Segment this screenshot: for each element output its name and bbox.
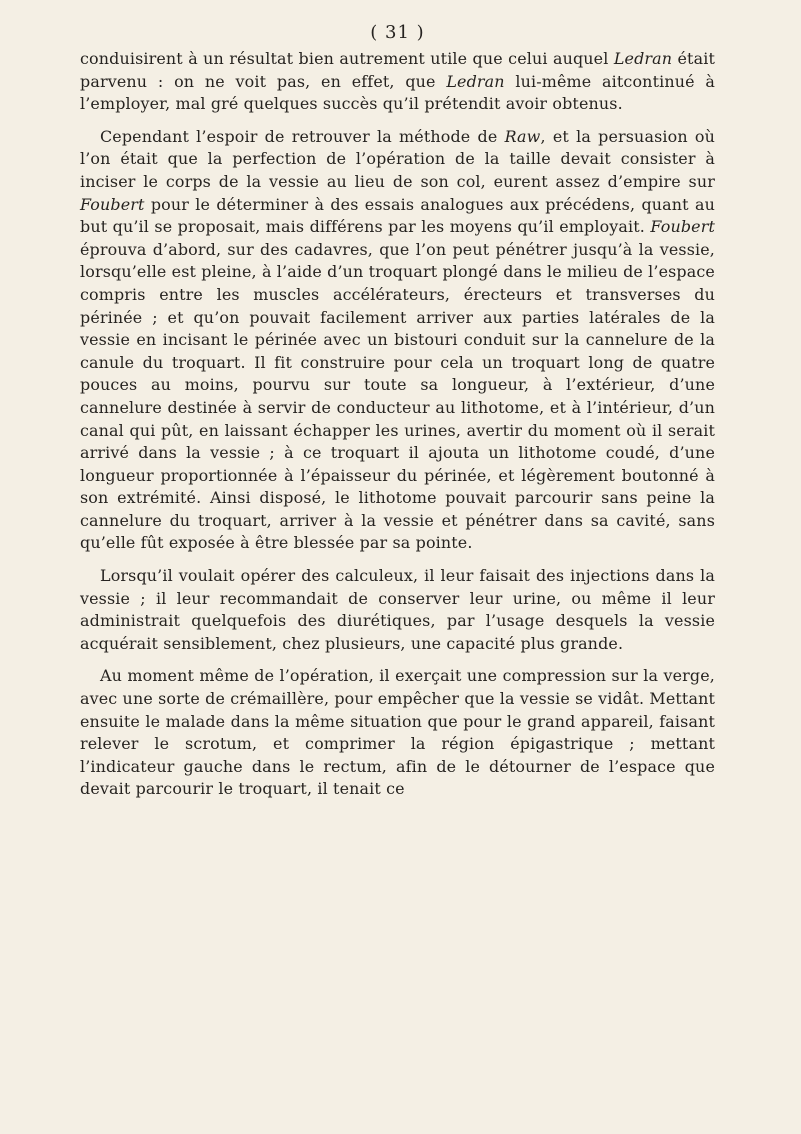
paragraph-text: Au moment même de l’opération, il exerçait une compression sur la verge, avec une sorte de crémaillère, pour empêcher que la vessie se vidât. Mettant ensuite le malade dans la même situation que pour le grand appareil, faisant relever le scrotum, et comprimer la région épigastrique ; mettant l’indicateur gauche dans le rectum, afin de le détourner de l’espace que devait parcourir le troquart, il tenait ce xyxy=(80,666,716,799)
surname-foubert: Foubert xyxy=(650,217,715,237)
paragraph-text: conduisirent à un résultat bien autrement utile que celui auquel xyxy=(80,49,614,68)
paragraph-text: Cependant l’espoir de retrouver la méthode de xyxy=(100,126,505,146)
paragraph-text: était parvenu : on ne voit pas, en effet, que xyxy=(80,49,715,91)
paragraph-text: lui-même aitcontinué à l’employer, mal gré quelques succès qu’il prétendit avoir obtenus. xyxy=(80,71,715,114)
paragraph xyxy=(80,48,715,116)
surname-ledran: Ledran xyxy=(613,49,673,68)
paragraph-text: , et la persuasion où l’on était que la perfection de l’opération de la taille devait consister à inciser le corps de la vessie au lieu de son col, eurent assez d’empire sur xyxy=(80,126,715,191)
paragraph-text: Lorsqu’il voulait opérer des calculeux, il leur faisait des injections dans la vessie ; il leur recommandait de conserver leur urine, ou même il leur administrait quelquefois des diurétiques, par l’usage desquels la vessie acquérait sensiblement, chez plusieurs, une capacité plus grande. xyxy=(80,566,715,653)
paragraph xyxy=(80,665,715,801)
surname-raw: Raw xyxy=(504,126,541,146)
page-number: ( 31 ) xyxy=(370,22,425,43)
surname-ledran: Ledran xyxy=(446,71,505,91)
surname-foubert: Foubert xyxy=(80,194,145,214)
paragraph-text: éprouva d’abord, sur des cadavres, que l’on peut pénétrer jusqu’à la vessie, lorsqu’elle est pleine, à l’aide d’un troquart plongé dans le milieu de l’espace compris entre les muscles accélérateurs, érecteurs et transverses du périnée ; et qu’on pouvait facilement arriver aux parties latérales de la vessie en incisant le périnée avec un bistouri conduit sur la cannelure de la canule du troquart. Il fit construire pour cela un troquart long de quatre pouces au moins, pourvu sur toute sa longueur, à l’extérieur, d’une cannelure destinée à servir de conducteur au lithotome, et à l’intérieur, d’un canal qui pût, en laissant échapper les urines, avertir du moment où il serait arrivé dans la vessie ; à ce troquart il ajouta un lithotome coudé, d’une longueur proportionnée à l’épaisseur du périnée, et légèrement boutonné à son extrémité. Ainsi disposé, le lithotome pouvait parcourir sans peine la cannelure du troquart, arriver à la vessie et pénétrer dans sa cavité, sans qu’elle fût exposée à être blessée par sa pointe. xyxy=(80,239,715,553)
paragraph xyxy=(80,565,715,655)
paragraph xyxy=(80,126,715,555)
paragraph-text: pour le déterminer à des essais analogues aux précédens, quant au but qu’il se proposait, mais différens par les moyens qu’il employait. xyxy=(80,194,715,237)
